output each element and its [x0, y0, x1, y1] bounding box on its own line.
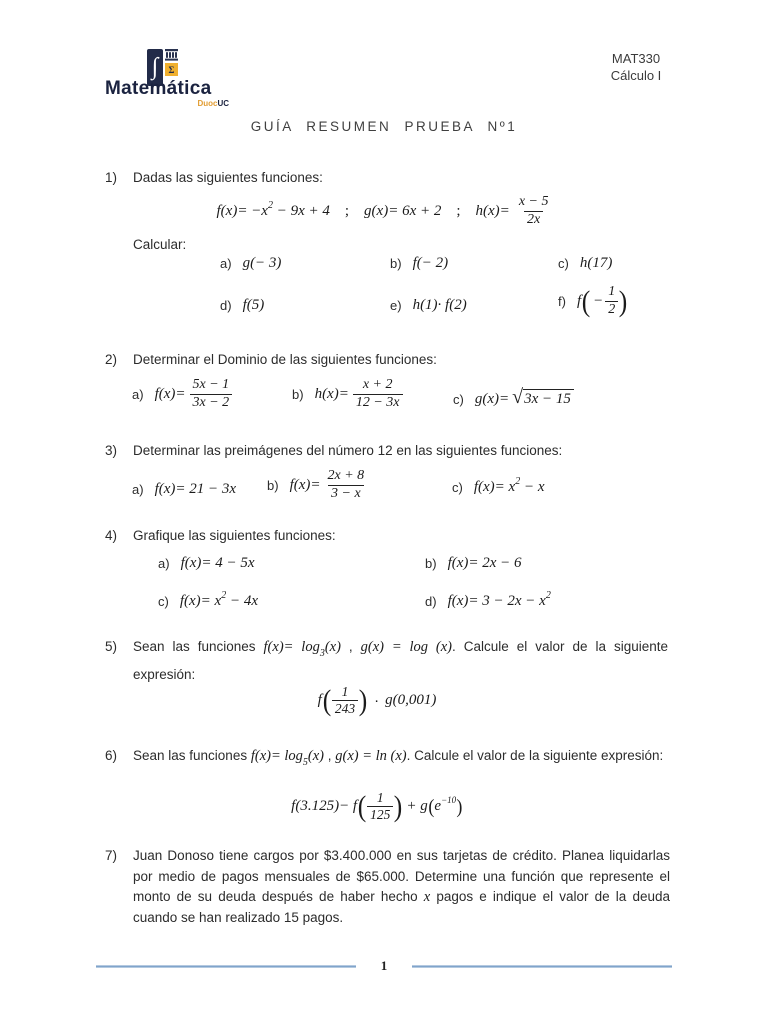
f-lead: f(x)= −x [216, 202, 268, 219]
problem-3 [105, 443, 668, 458]
expression-5 [0, 684, 768, 717]
item-2c [453, 386, 574, 409]
item-label: c) [452, 480, 463, 495]
denominator: 125 [367, 806, 393, 823]
problem-1-number: 1) [105, 170, 118, 185]
item-math: h(17) [579, 255, 613, 271]
separator-semicolon: ; [344, 202, 350, 219]
right-paren-small: ) [456, 795, 463, 818]
item-fraction [325, 468, 368, 503]
item-math-lead: h(x)= [314, 385, 349, 402]
sigma-icon [165, 63, 178, 76]
item-label: b) [292, 386, 304, 402]
denominator: 3 − x [328, 485, 364, 503]
item-label: d) [425, 594, 437, 609]
text-part: , [340, 639, 361, 654]
item-label: a) [158, 556, 170, 571]
problem-5 [105, 633, 668, 688]
numerator: 1 [341, 684, 349, 699]
problem-3-number: 3) [105, 443, 118, 458]
text-part: pagos e indique el valor de la deuda cuando se han realizado 15 pagos. [133, 889, 670, 925]
item-4b [425, 555, 522, 572]
item-label: a) [132, 386, 144, 402]
numerator: 2x + 8 [327, 468, 365, 483]
denominator: 3x − 2 [190, 394, 233, 412]
footer [96, 958, 672, 974]
expr-lead: f(3.125)− f [291, 798, 358, 815]
left-paren: ( [357, 790, 367, 824]
item-4a [158, 555, 255, 572]
h-numerator: x − 5 [518, 194, 549, 209]
problem-4-text: Grafique las siguientes funciones: [133, 528, 336, 543]
radical-sign: √ [512, 386, 524, 408]
formula-f [216, 199, 330, 220]
logo-subbrand [105, 99, 229, 108]
math-g-log: g(x) = log (x) [360, 639, 452, 655]
f-tail: − 9x + 4 [272, 202, 330, 219]
problem-7-text [133, 846, 670, 928]
log-tail: (x) [307, 748, 324, 764]
problem-1-functions-formula [0, 194, 768, 229]
item-math: f(x)= 21 − 3x [154, 481, 237, 497]
item-2a [132, 377, 232, 412]
item-math-lead: f [576, 292, 582, 309]
right-paren: ) [358, 684, 368, 718]
math-g-ln: g(x) = ln (x) [335, 748, 407, 764]
exponent: 2 [221, 590, 227, 601]
expr-fraction [367, 790, 393, 823]
item-math-lead: f(x)= [289, 476, 321, 493]
minus-sign: − [593, 292, 604, 309]
problem-2 [105, 352, 668, 367]
right-paren: ) [394, 790, 403, 824]
problem-4 [105, 528, 668, 543]
item-label: b) [267, 477, 279, 493]
denominator: 243 [332, 700, 358, 717]
problem-5-number: 5) [105, 639, 118, 654]
log-tail: (x) [324, 639, 341, 655]
sigma-glyph: Σ [168, 64, 175, 75]
expr-lead: f [317, 692, 322, 709]
expr-tail: g(0,001) [385, 692, 437, 709]
item-fraction [190, 377, 233, 412]
problem-6-number: 6) [105, 748, 118, 763]
page-title: GUÍA RESUMEN PRUEBA Nº1 [250, 119, 518, 134]
item-math: f(x)= 2x − 6 [447, 555, 522, 571]
math-tail: − x [520, 479, 545, 495]
item-1d [220, 297, 264, 314]
problem-1-text: Dadas las siguientes funciones: [133, 170, 323, 185]
h-fraction [516, 194, 552, 229]
item-fraction [353, 377, 403, 412]
log-base: 3 [319, 648, 325, 659]
item-3b [267, 468, 367, 503]
problem-7 [105, 846, 670, 928]
item-math-lead: f(x)= [154, 385, 186, 402]
item-label: a) [132, 482, 144, 497]
item-math: f(− 2) [412, 255, 449, 271]
item-label: c) [558, 256, 569, 271]
right-paren: ) [619, 284, 628, 318]
logo-duoc-text: Duoc [197, 99, 218, 108]
item-math: f(5) [242, 297, 265, 313]
item-math-lead: g(x)= [474, 390, 510, 407]
expression-6 [0, 790, 768, 823]
item-3c [452, 476, 545, 496]
page-number: 1 [380, 958, 388, 973]
math-f-log5 [250, 748, 324, 768]
problem-7-number: 7) [105, 848, 118, 863]
footer-rule-left [96, 965, 356, 968]
exponent: 2 [545, 590, 551, 601]
problem-6 [105, 742, 668, 770]
item-label: f) [558, 293, 566, 309]
exponent: −10 [441, 795, 457, 806]
item-label: c) [453, 391, 464, 407]
text-part: Juan Donoso tiene cargos por $3.400.000 en sus tarjetas de crédito. Planea liquidarlas por medio de pagos mensuales de $65.000. Determine una función que represente el monto de su deuda después de haber hecho [133, 848, 670, 904]
item-label: b) [390, 256, 402, 271]
item-math [447, 590, 551, 610]
numerator: 1 [608, 284, 616, 299]
problem-6-text [133, 742, 668, 770]
item-math: g(− 3) [242, 255, 282, 271]
item-label: e) [390, 298, 402, 313]
numerator: 1 [376, 790, 384, 805]
item-math [179, 590, 258, 610]
multiplication-dot: · [374, 692, 380, 710]
item-math: h(1)· f(2) [412, 297, 467, 313]
text-part: , [324, 748, 336, 763]
item-2b [292, 377, 403, 412]
square-root [512, 386, 574, 409]
math-lead: f(x)= 3 − 2x − x [447, 593, 546, 609]
variable-x: x [423, 889, 431, 905]
item-label: d) [220, 298, 232, 313]
calcular-label: Calcular: [133, 237, 187, 252]
separator-semicolon: ; [456, 202, 461, 219]
item-1a [220, 255, 281, 272]
h-lead: h(x)= [475, 202, 510, 219]
problem-3-text: Determinar las preimágenes del número 12 en las siguientes funciones: [133, 443, 563, 458]
logo-uc-text: UC [217, 99, 229, 108]
log-lead: f(x)= log [250, 748, 303, 764]
item-label: a) [220, 256, 232, 271]
item-fraction [605, 284, 618, 319]
left-paren: ( [322, 684, 332, 718]
item-1b [390, 255, 448, 272]
text-part: . Calcule el valor de la siguiente expresión: [406, 748, 664, 763]
item-1e [390, 297, 467, 314]
formula-g: g(x)= 6x + 2 [364, 202, 442, 219]
math-tail: − 4x [226, 593, 258, 609]
integral-glyph: ∫ [151, 54, 159, 80]
numerator: x + 2 [362, 377, 393, 392]
log-lead: f(x)= log [263, 639, 320, 655]
problem-4-number: 4) [105, 528, 118, 543]
plus-g: + g [406, 798, 428, 815]
log-base: 5 [302, 757, 308, 768]
e-power [434, 795, 457, 815]
item-1f [558, 284, 628, 319]
formula-h [476, 203, 510, 220]
footer-rule-right [412, 965, 672, 968]
exponent: 2 [515, 476, 521, 487]
math-lead: f(x)= x [473, 479, 516, 495]
math-lead: f(x)= x [179, 593, 222, 609]
item-math: f(x)= 4 − 5x [180, 555, 255, 571]
euler-e: e [434, 798, 442, 815]
item-label: b) [425, 556, 437, 571]
item-math [473, 476, 545, 496]
left-paren: ( [581, 284, 591, 318]
f-exponent: 2 [267, 199, 273, 211]
item-4c [158, 590, 258, 610]
item-4d [425, 590, 551, 610]
h-denominator: 2x [524, 211, 543, 229]
left-paren-small: ( [428, 795, 435, 818]
logo-brand-text: Matemática [105, 78, 212, 99]
text-part: Sean las funciones [133, 639, 264, 654]
problem-5-text [133, 633, 668, 688]
uc-temple-icon [165, 49, 178, 61]
expr-fraction [332, 684, 358, 717]
denominator: 12 − 3x [353, 394, 403, 412]
item-1c [558, 255, 612, 272]
text-part: Sean las funciones [133, 748, 251, 763]
problem-1 [105, 170, 668, 185]
course-code: MAT330 [611, 51, 661, 66]
math-f-log3 [263, 639, 341, 659]
course-name: Cálculo I [610, 68, 662, 83]
problem-2-number: 2) [105, 352, 118, 367]
item-3a [132, 481, 236, 498]
radicand: 3x − 15 [523, 389, 574, 408]
problem-2-text: Determinar el Dominio de las siguientes funciones: [133, 352, 437, 367]
numerator: 5x − 1 [192, 377, 230, 392]
course-header [592, 50, 680, 84]
denominator: 2 [605, 301, 618, 319]
item-label: c) [158, 594, 169, 609]
text-part: . Calcule el valor de la siguiente expresión: [133, 639, 668, 682]
